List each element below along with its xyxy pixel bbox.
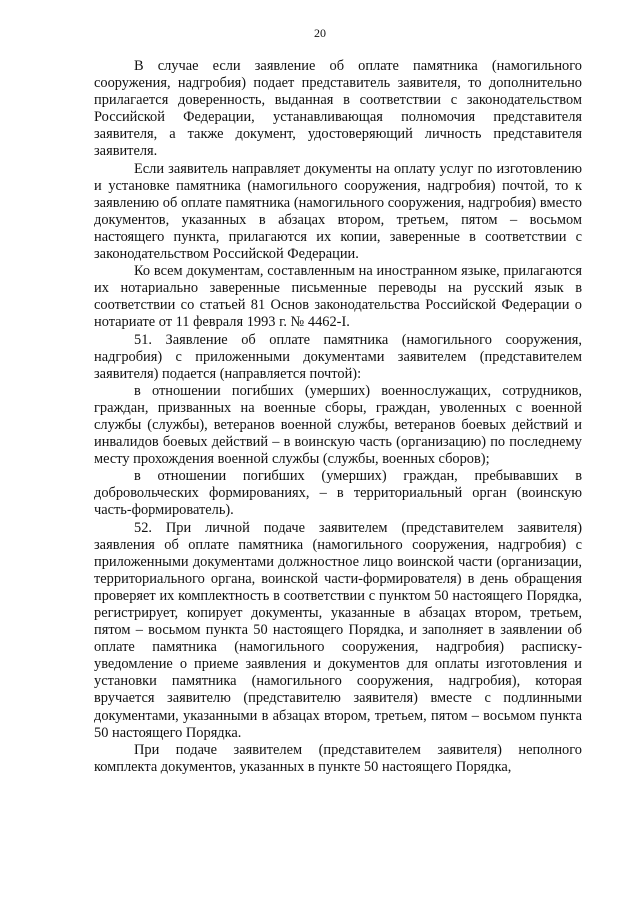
paragraph-military-units: в отношении погибших (умерших) военнослужащих, сотрудников, граждан, призванных на военные сборы, граждан, уволенных с военной службы (службы), ветеранов военной службы, ветеранов боевых действий и инвалидов боевых действий – в воинскую часть (организацию) по последнему месту прохождения военной службы (службы, военных сборов);	[94, 382, 582, 468]
paragraph-foreign-documents: Ко всем документам, составленным на иностранном языке, прилагаются их нотариально заверенные письменные переводы на русский язык в соответствии со статьей 81 Основ законодательства Российской Федерации о нотариате от 11 февраля 1993 г. № 4462-I.	[94, 263, 582, 331]
paragraph-incomplete-set: При подаче заявителем (представителем заявителя) неполного комплекта документов, указанных в пункте 50 настоящего Порядка,	[94, 741, 582, 775]
paragraph-item-51: 51. Заявление об оплате памятника (намогильного сооружения, надгробия) с приложенными документами заявителем (представителем заявителя) подается (направляется почтой):	[94, 331, 582, 382]
page-number: 20	[314, 26, 326, 40]
paragraph-postal-submission: Если заявитель направляет документы на оплату услуг по изготовлению и установке памятника (намогильного сооружения, надгробия) почтой, то к заявлению об оплате памятника (намогильного сооружения, надгробия) вместо документов, указанных в абзацах втором, третьем, пятом – восьмом настоящего пункта, прилагаются их копии, заверенные в соответствии с законодательством Российской Федерации.	[94, 160, 582, 263]
paragraph-item-52: 52. При личной подаче заявителем (представителем заявителя) заявления об оплате памятника (намогильного сооружения, надгробия) с приложенными документами должностное лицо воинской части (организации, территориального органа, воинской части-формирователя) в день обращения проверяет их комплектность в соответствии с пунктом 50 настоящего Порядка, регистрирует, копирует документы, указанные в абзацах втором, третьем, пятом – восьмом пункта 50 настоящего Порядка, и заполняет в заявлении об оплате памятника (намогильного сооружения, надгробия) расписку-уведомление о приеме заявления и документов для оплаты изготовления и установки памятника (намогильного сооружения, надгробия), которая вручается заявителю (представителю заявителя) вместе с подлинными документами, указанными в абзацах втором, третьем, пятом – восьмом пункта 50 настоящего Порядка.	[94, 519, 582, 741]
paragraph-representative-documents: В случае если заявление об оплате памятника (намогильного сооружения, надгробия) подает представитель заявителя, то дополнительно прилагается доверенность, выданная в соответствии с законодательством Российской Федерации, устанавливающая полномочия представителя заявителя, а также документ, удостоверяющий личность представителя заявителя.	[94, 58, 582, 160]
document-body	[94, 58, 582, 776]
paragraph-volunteer-formations: в отношении погибших (умерших) граждан, пребывавших в добровольческих формированиях, – в территориальный орган (воинскую часть-формирователь).	[94, 468, 582, 519]
